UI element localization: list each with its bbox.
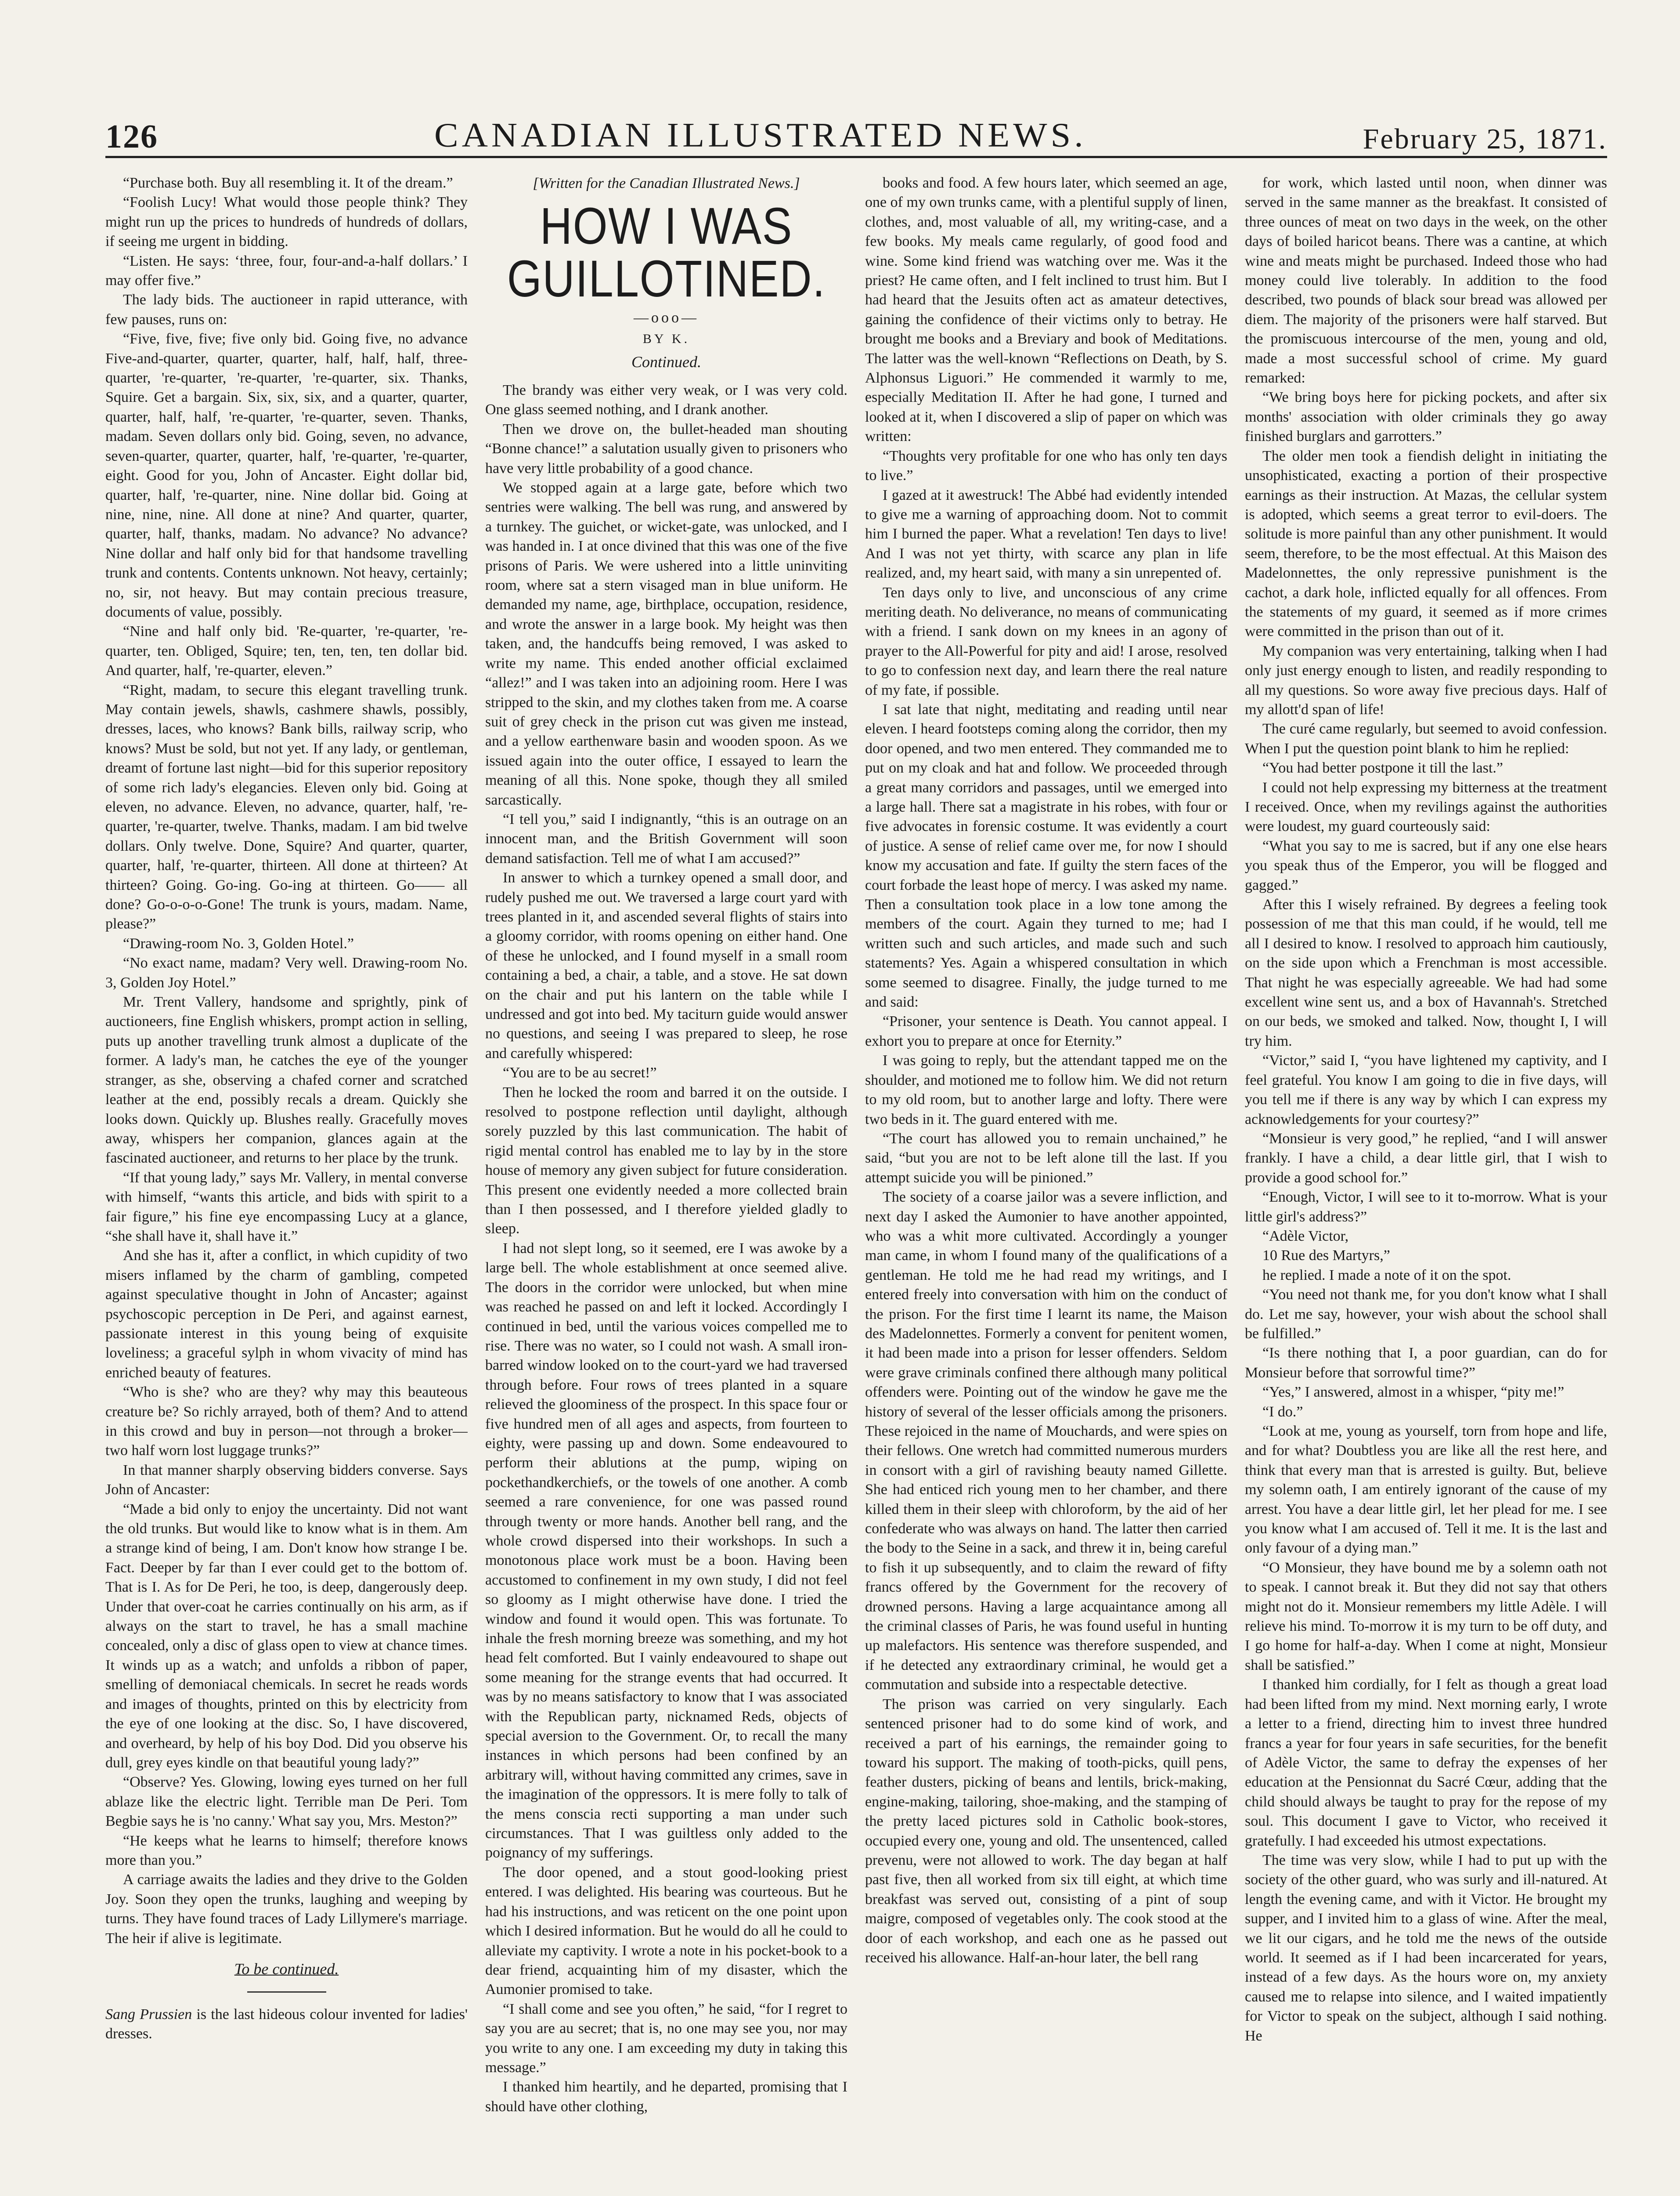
fashion-note (105, 2005, 468, 2044)
paragraph: “He keeps what he learns to himself; therefore knows more than you.” (105, 1832, 468, 1868)
paragraph: “If that young lady,” says Mr. Vallery, in mental converse with himself, “wants this article, and bids with spirit to a fair figure,” his fine eye encompassing Lucy at a glance, “she shall have it, shall have it.” (105, 1169, 468, 1244)
paragraph: I was going to reply, but the attendant tapped me on the shoulder, and motioned me to follow him. We did not return to my old room, but to another large and lofty. There were two beds in it. The guard entered with me. (865, 1052, 1227, 1127)
paragraph: “No exact name, madam? Very well. Drawing-room No. 3, Golden Joy Hotel.” (105, 955, 468, 991)
paragraph: The lady bids. The auctioneer in rapid utterance, with few pauses, runs on: (105, 292, 468, 328)
article-columns (105, 173, 1607, 2196)
paragraph: My companion was very entertaining, talking when I had only just energy enough to listen, and readily responding to all my questions. So wore away five precious days. Half of my allott'd span of life! (1245, 643, 1607, 718)
paragraph: I gazed at it awestruck! The Abbé had evidently intended to give me a warning of approaching doom. Not to commit him I burned the paper. What a revelation! Ten days to live! And I was not yet thirty, with scarce any plan in life realized, and, my heart said, with many a sin unrepented of. (865, 487, 1227, 582)
column-3-text (865, 173, 1227, 1968)
paragraph: “Nine and half only bid. 'Re-quarter, 're-quarter, 're-quarter, ten. Obliged, Squire; ten, ten, ten, ten dollar bid. And quarter, half, 're-quarter, eleven.” (105, 623, 468, 679)
divider (247, 1991, 326, 1993)
paragraph: The society of a coarse jailor was a severe infliction, and next day I asked the Aumonier to have another appointed, who was a whit more cultivated. Accordingly a younger man came, in whom I found many of the qualifications of a gentleman. He told me he had read my writings, and I entered freely into conversation with him on the conduct of the prison. For the first time I learnt its name, the Maison des Madelonnettes. Formerly a convent for penitent women, it had been made into a prison for lesser offenders. Seldom were grave criminals confined there although many political offenders were. Pointing out of the window he gave me the history of several of the lesser officials among the prisoners. These rejoiced in the name of Mouchards, and were spies on their fellows. One wretch had committed numerous murders in consort with a girl of ravishing beauty named Gillette. She had enticed rich young men to her chamber, and there killed them in their sleep with chloroform, by the aid of her confederate who was always on hand. The latter then carried the body to the Seine in a sack, and threw it in, being careful to fish it up subsequently, and to claim the reward of fifty francs offered by the Government for the recovery of drowned persons. Having a large acquaintance among all the criminal classes of Paris, he was found useful in hunting up malefactors. His sentence was therefore suspended, and if he detected any extraordinary criminal, he would get a commutation and subside into a respectable detective. (865, 1189, 1227, 1693)
paragraph: The prison was carried on very singularly. Each sentenced prisoner had to do some kind of work, and received a part of his earnings, the remainder going to toward his support. The making of tooth-picks, quill pens, feather dusters, picking of beans and lentils, brick-making, engine-making, tailoring, shoe-making, and the stamping of the pretty laced pictures sold in Catholic book-stores, occupied every one, young and old. The unsentenced, called prevenu, were not allowed to work. The day began at half past five, then all worked from six till eight, at which time breakfast was served out, consisting of a pint of soup maigre, composed of vegetables only. The cook stood at the door of each workshop, and each one as he passed out received his allowance. Half-an-hour later, the bell rang (865, 1696, 1227, 1966)
paragraph: “I do.” (1262, 1403, 1303, 1420)
paragraph: Then he locked the room and barred it on the outside. I resolved to postpone reflection until daylight, although sorely puzzled by this last communication. The habit of rigid mental control has enabled me to lay by in the store house of memory any given subject for future consideration. This present one evidently needed a more collected brain than I then possessed, and I therefore yielded gladly to sleep. (485, 1084, 847, 1237)
paragraph: “I shall come and see you often,” he said, “for I regret to say you are au secret; that is, no one may see you, nor may you write to any one. I am exceeding my duty in taking this message.” (485, 2001, 847, 2076)
paragraph: The time was very slow, while I had to put up with the society of the other guard, who was surly and ill-natured. At length the evening came, and with it Victor. He brought my supper, and I invited him to a glass of wine. After the meal, we lit our cigars, and he told me the news of the outside world. It seemed as if I had been incarcerated for years, instead of a few days. As the hours wore on, my anxiety caused me to relapse into silence, and I waited impatiently for Victor to speak on the subject, although I said nothing. He (1245, 1852, 1607, 2044)
article-headline: HOW I WAS GUILLOTINED. (507, 197, 826, 308)
paragraph: “Prisoner, your sentence is Death. You cannot appeal. I exhort you to prepare at once for Eternity.” (865, 1013, 1227, 1049)
paragraph: And she has it, after a conflict, in which cupidity of two misers inflamed by the charm of gambling, competed against speculative thought in John of Ancaster; against psychoscopic perception in De Peri, and against earnest, passionate interest in this young being of exquisite loveliness; a graceful sylph in whom vivacity of mind has enriched beauty of features. (105, 1247, 468, 1381)
paragraph: “Thoughts very profitable for one who has only ten days to live.” (865, 448, 1227, 484)
paragraph: Ten days only to live, and unconscious of any crime meriting death. No deliverance, no means of communicating with a friend. I sank down on my knees in an agony of prayer to the All-Powerful for pity and aid! I arose, resolved to go to confession next day, and learn there the real nature of my fate, if possible. (865, 584, 1227, 698)
paragraph: I thanked him heartily, and he departed, promising that I should have other clothing, (485, 2079, 847, 2115)
paragraph: Mr. Trent Vallery, handsome and sprightly, pink of auctioneers, fine English whiskers, prompt action in selling, puts up another travelling trunk almost a duplicate of the former. A lady's man, he catches the eye of the younger stranger, as she, observing a chafed corner and scratched leather at the end, possibly recals a dream. Quickly she looks down. Quickly up. Blushes really. Gracefully moves away, whispers her companion, glances again at the fascinated auctioneer, and returns to her place by the trunk. (105, 994, 468, 1167)
paragraph: “What you say to me is sacred, but if any one else hears you speak thus of the Emperor, you will be flogged and gagged.” (1245, 838, 1607, 893)
paragraph: In answer to which a turnkey opened a small door, and rudely pushed me out. We traversed a large court yard with trees planted in it, and ascended several flights of stairs into a gloomy corridor, with rooms opening on either hand. One of these he unlocked, and I found myself in a small room containing a bed, a chair, a table, and a stove. He sat down on the chair and put his lantern on the table while I undressed and got into bed. My taciturn guide would answer no questions, and seeing I was prepared to sleep, he rose and carefully whispered: (485, 870, 847, 1062)
column-4 (1245, 173, 1607, 2196)
paragraph: “Drawing-room No. 3, Golden Hotel.” (123, 935, 354, 952)
masthead (105, 99, 1607, 158)
paragraph: After this I wisely refrained. By degrees a feeling took possession of me that this man could, if he would, tell me all I desired to know. I resolved to approach him cautiously, on the side upon which a Frenchman is most accessible. That night he was especially agreeable. We had had some excellent wine sent us, and a box of Havannah's. Stretched on our beds, we smoked and talked. Now, thought I, I will try him. (1245, 896, 1607, 1049)
paragraph: We stopped again at a large gate, before which two sentries were walking. The bell was rung, and answered by a turnkey. The guichet, or wicket-gate, was unlocked, and I was handed in. I at once divined that this was one of the five prisons of Paris. We were ushered into a little uninviting room, where sat a stern visaged man in blue uniform. He demanded my name, age, birthplace, occupation, residence, and wrote the answer in a large book. My height was then taken, and, the handcuffs being removed, I was asked to write my name. This ended another official exclaimed “allez!” and I was taken into an adjoining room. Here I was stripped to the skin, and my clothes taken from me. A coarse suit of grey check in the prison cut was given me instead, and a yellow earthenware basin and wooden spoon. As we issued again into the outer office, I essayed to learn the meaning of all this. None spoke, though they all smiled sarcastically. (485, 480, 847, 808)
paragraph: “O Monsieur, they have bound me by a solemn oath not to speak. I cannot break it. But they did not say that others might not do it. Monsieur remembers my little Adèle. I will relieve his mind. To-morrow it is my turn to be off duty, and I go home for half-a-day. When I come at night, Monsieur shall be satisfied.” (1245, 1559, 1607, 1673)
paragraph: I had not slept long, so it seemed, ere I was awoke by a large bell. The whole establishment at once seemed alive. The doors in the corridor were unlocked, but when mine was reached he passed on and left it locked. Accordingly I continued in bed, until the various voices compelled me to rise. There was no water, so I could not wash. A small iron-barred window looked on to the court-yard we had traversed through before. Four rows of trees planted in a square relieved the gloominess of the prospect. In this space four or five hundred men of all ages and aspects, from fourteen to eighty, were passing up and down. Some endeavoured to perform their ablutions at the pump, wiping on pockethandkerchiefs, or the towels of one another. A comb seemed a rare convenience, for one was passed round through twenty or more hands. Another bell rang, and the whole crowd dispersed into their workshops. In such a monotonous place work must be a boon. Having been accustomed to confinement in my own study, I did not feel so gloomy as I might otherwise have done. I tried the window and found it would open. This was fortunate. To inhale the fresh morning breeze was something, and my hot head felt comforted. But I vainly endeavoured to shape out some meaning for the strange events that had occurred. It was by no means satisfactory to know that I was associated with the Republican party, nicknamed Reds, objects of special aversion to the Government. Or, to recall the many instances in which persons had been confined by an arbitrary will, without having committed any crimes, save in the imagination of the oppressors. It is mere folly to talk of the mens conscia recti supporting a man under such circumstances. That I was guiltless only added to the poignancy of my sufferings. (485, 1240, 847, 1861)
column-1 (105, 173, 468, 2196)
paragraph: “Look at me, young as yourself, torn from hope and life, and for what? Doubtless you are like all the rest here, and think that every man that is arrested is guilty. But, believe my solemn oath, I am entirely ignorant of the cause of my arrest. You have a dear little girl, let her plead for me. I see you know what I am accused of. Tell it me. It is the last and only favour of a dying man.” (1245, 1423, 1607, 1557)
paragraph: “The court has allowed you to remain unchained,” he said, “but you are not to be left alone till the last. If you attempt suicide you will be pinioned.” (865, 1130, 1227, 1186)
paragraph: “You are to be au secret!” (503, 1065, 657, 1081)
newspaper-title: CANADIAN ILLUSTRATED NEWS. (434, 116, 1087, 154)
paragraph: I could not help expressing my bitterness at the treatment I received. Once, when my revilings against the authorities were loudest, my guard courteously said: (1245, 779, 1607, 835)
paragraph: “I tell you,” said I indignantly, “this is an outrage on an innocent man, and the British Government will soon demand satisfaction. Tell me of what I am accused?” (485, 811, 847, 867)
paragraph: “We bring boys here for picking pockets, and after six months' association with older criminals they go away finished burglars and garrotters.” (1245, 389, 1607, 445)
paragraph: In that manner sharply observing bidders converse. Says John of Ancaster: (105, 1462, 468, 1498)
paragraph: A carriage awaits the ladies and they drive to the Golden Joy. Soon they open the trunks, laughing and weeping by turns. They have found traces of Lady Lillymere's marriage. The heir if alive is legitimate. (105, 1871, 468, 1947)
paragraph: The older men took a fiendish delight in initiating the unsophisticated, exacting a portion of their prospective earnings as their instruction. At Mazas, the cellular system is adopted, which seems a great terror to evil-doers. The solitude is more painful than any other punishment. It would seem, therefore, to be the most effectual. At this Maison des Madelonnettes, the only repressive punishment is the cachot, a dark hole, inflicted equally for all offences. From the statements of my guard, it seemed as if more crimes were committed in the prison than out of it. (1245, 448, 1607, 640)
paragraph: “Who is she? who are they? why may this beauteous creature be? So richly arrayed, both of them? And to attend in this crowd and buy in person—not through a broker—two half worn lost luggage trunks?” (105, 1384, 468, 1459)
paragraph: books and food. A few hours later, which seemed an age, one of my own trunks came, with a plentiful supply of linen, clothes, and, most valuable of all, my writing-case, and a few books. My meals came regularly, of good food and wine. Some kind friend was watching over me. Was it the priest? He came often, and I felt inclined to trust him. But I had heard that the Jesuits often act as amateur detectives, gaining the confidence of their victims only to betray. He brought me books and a Breviary and book of Meditations. The latter was the well-known “Reflections on Death, by S. Alphonsus Liguori.” He commended it warmly to me, especially Meditation II. After he had gone, I turned and looked at it, when I discovered a slip of paper on which was written: (865, 175, 1227, 445)
paragraph: Then we drove on, the bullet-headed man shouting “Bonne chance!” a salutation usually given to prisoners who have very little probability of a good chance. (485, 421, 847, 477)
fashion-note-text: is the last hideous colour invented for ladies' dresses. (105, 2006, 468, 2042)
continued-label: Continued. (631, 353, 701, 371)
column-1-text (105, 173, 468, 1948)
paragraph: “You need not thank me, for you don't know what I shall do. Let me say, however, your wish about the school shall be fulfilled.” (1245, 1286, 1607, 1342)
issue-date: February 25, 1871. (1363, 123, 1607, 155)
paragraph: The curé came regularly, but seemed to avoid confession. When I put the question point blank to him he replied: (1245, 721, 1607, 757)
paragraph: “Five, five, five; five only bid. Going five, no advance Five-and-quarter, quarter, quarter, half, half, half, three-quarter, 're-quarter, 're-quarter, 're-quarter, six. Thanks, Squire. Get a bargain. Six, six, six, and a quarter, quarter, quarter, half, half, 're-quarter, 're-quarter, seven. Thanks, madam. Seven dollars only bid. Going, seven, no advance, seven-quarter, quarter, quarter, half, 're-quarter, 're-quarter, eight. Good for you, John of Ancaster. Eight dollar bid, quarter, half, 're-quarter, nine. Nine dollar bid. Going at nine, nine, nine. All done at nine? And quarter, quarter, quarter, half, thanks, madam. No advance? No advance? Nine dollar and half only bid for that handsome travelling trunk and contents. Contents unknown. Not heavy, certainly; no, sir, not heavy. But may contain precious treasure, documents of value, possibly. (105, 331, 468, 620)
paragraph: “Adèle Victor, (1262, 1228, 1349, 1244)
to-be-continued: To be continued. (234, 1960, 339, 1978)
paragraph: “Purchase both. Buy all resembling it. It of the dream.” (123, 175, 453, 191)
paragraph: “Monsieur is very good,” he replied, “and I will answer frankly. I have a child, a dear little girl, that I wish to provide a good school for.” (1245, 1130, 1607, 1186)
column-3 (865, 173, 1227, 2196)
paragraph: for work, which lasted until noon, when dinner was served in the same manner as the breakfast. It consisted of three ounces of meat on two days in the week, on the other days of boiled haricot beans. There was a cantine, at which wine and meats might be purchased. Indeed those who had money could live tolerably. In addition to the food described, two pounds of black sour bread was allowed per diem. The majority of the prisoners were half starved. But the promiscuous intercourse of the men, young and old, made a most successful school of crime. My guard remarked: (1245, 175, 1607, 386)
paragraph: “Foolish Lucy! What would those people think? They might run up the prices to hundreds of hundreds of dollars, if seeing me urgent in bidding. (105, 194, 468, 250)
paragraph: “Yes,” I answered, almost in a whisper, “pity me!” (1262, 1384, 1565, 1401)
paragraph: I thanked him cordially, for I felt as though a great load had been lifted from my mind. Next morning early, I wrote a letter to a friend, directing him to invest three hundred francs a year for four years in safe securities, for the benefit of Adèle Victor, the same to defray the expenses of her education at the Pensionnat du Sacré Cœur, adding that the child should always be taught to pray for the repose of my soul. This document I gave to Victor, who received it gratefully. I had exceeded his utmost expectations. (1245, 1676, 1607, 1849)
paragraph: “Enough, Victor, I will see to it to-morrow. What is your little girl's address?” (1245, 1189, 1607, 1225)
source-note: [Written for the Canadian Illustrated News.] (533, 175, 800, 191)
paragraph: “Listen. He says: ‘three, four, four-and-a-half dollars.’ I may offer five.” (105, 253, 468, 289)
fashion-note-italic: Sang Prussien (105, 2006, 192, 2023)
paragraph: “You had better postpone it till the last.” (1262, 760, 1503, 777)
paragraph: “Victor,” said I, “you have lightened my captivity, and I feel grateful. You know I am going to die in five days, will you tell me if there is any way by which I can express my acknowledgements for your courtesy?” (1245, 1052, 1607, 1127)
byline: BY K. (642, 332, 690, 346)
ornament: —ooo— (634, 310, 699, 326)
paragraph: I sat late that night, meditating and reading until near eleven. I heard footsteps coming along the corridor, then my door opened, and two men entered. They commanded me to put on my cloak and hat and follow. We proceeded through a great many corridors and passages, until we emerged into a large hall. There sat a magistrate in his robes, with four or five advocates in forensic costume. It was evidently a court of justice. A sense of relief came over me, for now I should know my accusation and fate. If guilty the stern faces of the court forbade the least hope of mercy. I was asked my name. Then a consultation took place in a low tone among the members of the court. Again they turned to me; had I written such and such articles, and made such and such statements? Yes. Again a whispered consultation in which some seemed to disagree. Finally, the judge turned to me and said: (865, 701, 1227, 1011)
paragraph: 10 Rue des Martyrs,” (1262, 1247, 1390, 1264)
column-2-text (485, 381, 847, 2117)
paragraph: “Right, madam, to secure this elegant travelling trunk. May contain jewels, shawls, cashmere shawls, possibly, dresses, laces, who knows? Bank bills, railway scrip, who knows? Must be sold, but not yet. If any lady, or gentleman, dreamt of fortune last night—bid for this superior repository of some rich lady's elegancies. Eleven only bid. Going at eleven, no advance. Eleven, no advance, quarter, half, 're-quarter, 're-quarter, twelve. Thanks, madam. I am bid twelve dollars. Only twelve. Done, Squire? And quarter, quarter, quarter, half, 're-quarter, thirteen. All done at thirteen? At thirteen? Going. Go-ing. Go-ing at thirteen. Go—— all done? Go-o-o-o-Gone! The trunk is yours, madam. Name, please?” (105, 682, 468, 932)
page-number: 126 (105, 118, 158, 155)
paragraph: “Made a bid only to enjoy the uncertainty. Did not want the old trunks. But would like to know what is in them. Am a strange kind of being, I am. Don't know how strange I be. Fact. Deeper by far than I ever could get to the bottom of. That is I. As for De Peri, he too, is deep, dangerously deep. Under that over-coat he carries continually on his arm, as if always on the start to travel, he has a small machine concealed, only a disc of glass open to view at chance times. It winds up as a watch; and unfolds a ribbon of paper, smelling of demoniacal chemicals. In secret he reads words and images of thoughts, printed on this by electricity from the eye of one looking at the disc. So, I have discovered, and overheard, by help of his boy Dod. Did you observe his dull, grey eyes kindle on that beautiful young lady?” (105, 1501, 468, 1771)
paragraph: “Observe? Yes. Glowing, lowing eyes turned on her full ablaze like the electric light. Terrible man De Peri. Tom Begbie says he is 'no canny.' What say you, Mrs. Meston?” (105, 1774, 468, 1830)
column-4-text (1245, 173, 1607, 2046)
paragraph: The door opened, and a stout good-looking priest entered. I was delighted. His bearing was courteous. But he had his instructions, and was reticent on the one point upon which I desired information. But he would do all he could to alleviate my captivity. I wrote a note in his pocket-book to a dear friend, acquainting him of my disaster, which the Aumonier promised to take. (485, 1864, 847, 1998)
paragraph: “Is there nothing that I, a poor guardian, can do for Monsieur before that sorrowful time?” (1245, 1345, 1607, 1381)
column-2 (485, 173, 847, 2196)
paragraph: The brandy was either very weak, or I was very cold. One glass seemed nothing, and I drank another. (485, 382, 847, 418)
paragraph: he replied. I made a note of it on the spot. (1262, 1267, 1511, 1283)
